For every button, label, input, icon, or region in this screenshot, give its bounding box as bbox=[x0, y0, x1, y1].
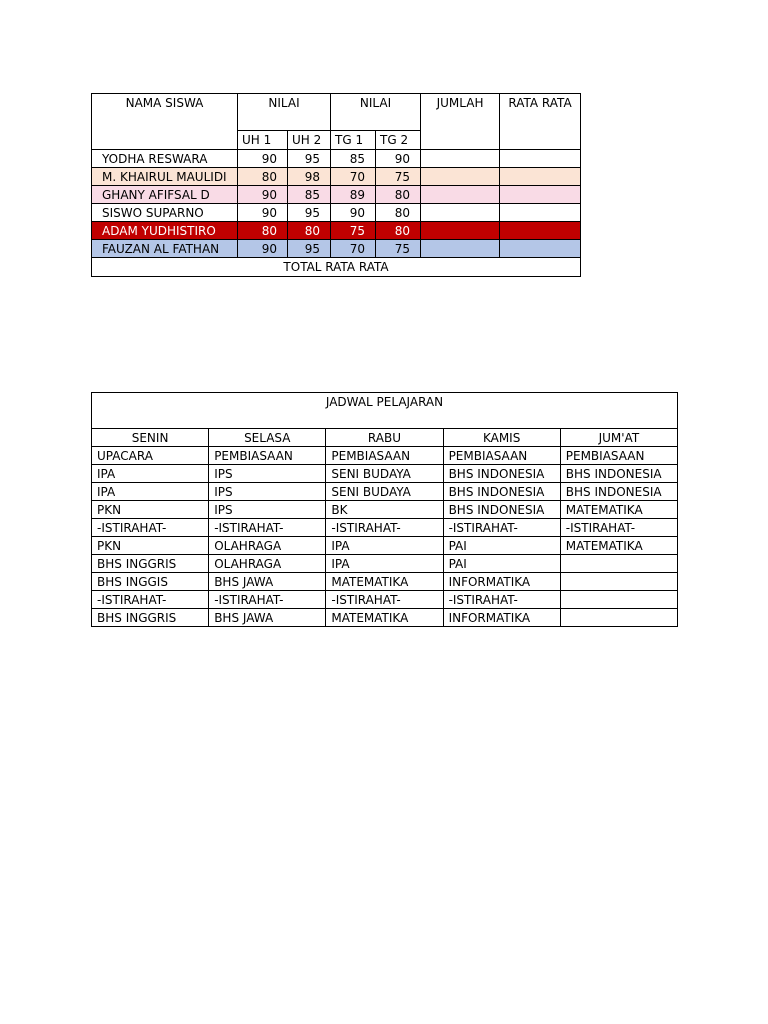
score-uh2: 95 bbox=[288, 150, 331, 168]
student-row bbox=[92, 240, 581, 258]
jumlah-cell bbox=[421, 186, 500, 204]
subject-senin: PKN bbox=[92, 501, 209, 519]
jumlah-cell bbox=[421, 150, 500, 168]
header-nilai-tg: NILAI bbox=[331, 94, 421, 131]
subject-kamis: -ISTIRAHAT- bbox=[443, 591, 560, 609]
day-selasa: SELASA bbox=[209, 429, 326, 447]
student-row bbox=[92, 168, 581, 186]
student-name: M. KHAIRUL MAULIDI bbox=[92, 168, 238, 186]
subject-jumat bbox=[560, 555, 677, 573]
subject-rabu: -ISTIRAHAT- bbox=[326, 519, 443, 537]
header-rata-rata: RATA RATA bbox=[500, 94, 581, 150]
grades-header-row bbox=[92, 94, 581, 131]
score-uh1: 90 bbox=[238, 186, 288, 204]
subject-kamis: PAI bbox=[443, 555, 560, 573]
subject-rabu: PEMBIASAAN bbox=[326, 447, 443, 465]
day-senin: SENIN bbox=[92, 429, 209, 447]
jumlah-cell bbox=[421, 222, 500, 240]
subject-kamis: -ISTIRAHAT- bbox=[443, 519, 560, 537]
subject-kamis: BHS INDONESIA bbox=[443, 465, 560, 483]
score-uh2: 95 bbox=[288, 240, 331, 258]
schedule-title-row bbox=[92, 393, 678, 429]
rata-rata-cell bbox=[500, 186, 581, 204]
schedule-row bbox=[92, 465, 678, 483]
header-uh1: UH 1 bbox=[238, 131, 288, 150]
grades-table bbox=[91, 93, 581, 277]
subject-senin: PKN bbox=[92, 537, 209, 555]
score-uh1: 90 bbox=[238, 150, 288, 168]
score-tg1: 85 bbox=[331, 150, 376, 168]
subject-jumat: MATEMATIKA bbox=[560, 501, 677, 519]
subject-kamis: BHS INDONESIA bbox=[443, 483, 560, 501]
score-uh2: 85 bbox=[288, 186, 331, 204]
subject-rabu: SENI BUDAYA bbox=[326, 483, 443, 501]
student-row bbox=[92, 150, 581, 168]
schedule-row bbox=[92, 519, 678, 537]
subject-kamis: BHS INDONESIA bbox=[443, 501, 560, 519]
subject-rabu: -ISTIRAHAT- bbox=[326, 591, 443, 609]
schedule-row bbox=[92, 555, 678, 573]
schedule-body bbox=[92, 447, 678, 627]
total-rata-rata-label: TOTAL RATA RATA bbox=[92, 258, 581, 277]
subject-rabu: SENI BUDAYA bbox=[326, 465, 443, 483]
schedule-row bbox=[92, 537, 678, 555]
score-tg2: 80 bbox=[376, 222, 421, 240]
score-tg2: 80 bbox=[376, 186, 421, 204]
schedule-row bbox=[92, 447, 678, 465]
schedule-row bbox=[92, 591, 678, 609]
score-uh2: 80 bbox=[288, 222, 331, 240]
rata-rata-cell bbox=[500, 168, 581, 186]
subject-rabu: IPA bbox=[326, 555, 443, 573]
header-uh2: UH 2 bbox=[288, 131, 331, 150]
score-tg2: 75 bbox=[376, 240, 421, 258]
day-rabu: RABU bbox=[326, 429, 443, 447]
subject-senin: -ISTIRAHAT- bbox=[92, 591, 209, 609]
score-uh1: 90 bbox=[238, 204, 288, 222]
subject-jumat bbox=[560, 573, 677, 591]
subject-rabu: MATEMATIKA bbox=[326, 609, 443, 627]
subject-senin: BHS INGGRIS bbox=[92, 555, 209, 573]
score-tg1: 90 bbox=[331, 204, 376, 222]
score-tg2: 75 bbox=[376, 168, 421, 186]
subject-jumat: -ISTIRAHAT- bbox=[560, 519, 677, 537]
subject-jumat: MATEMATIKA bbox=[560, 537, 677, 555]
grades-body bbox=[92, 150, 581, 258]
schedule-table bbox=[91, 392, 678, 627]
subject-senin: BHS INGGRIS bbox=[92, 609, 209, 627]
header-tg1: TG 1 bbox=[331, 131, 376, 150]
score-tg2: 90 bbox=[376, 150, 421, 168]
score-uh1: 80 bbox=[238, 222, 288, 240]
jumlah-cell bbox=[421, 204, 500, 222]
subject-senin: IPA bbox=[92, 465, 209, 483]
subject-jumat: PEMBIASAAN bbox=[560, 447, 677, 465]
score-uh2: 98 bbox=[288, 168, 331, 186]
rata-rata-cell bbox=[500, 204, 581, 222]
subject-senin: UPACARA bbox=[92, 447, 209, 465]
subject-selasa: IPS bbox=[209, 465, 326, 483]
subject-jumat bbox=[560, 591, 677, 609]
subject-selasa: OLAHRAGA bbox=[209, 537, 326, 555]
rata-rata-cell bbox=[500, 240, 581, 258]
header-nilai-uh: NILAI bbox=[238, 94, 331, 131]
subject-senin: BHS INGGIS bbox=[92, 573, 209, 591]
header-nama-siswa: NAMA SISWA bbox=[92, 94, 238, 150]
score-uh1: 80 bbox=[238, 168, 288, 186]
schedule-title: JADWAL PELAJARAN bbox=[92, 393, 678, 429]
subject-rabu: IPA bbox=[326, 537, 443, 555]
schedule-row bbox=[92, 573, 678, 591]
schedule-row bbox=[92, 501, 678, 519]
subject-selasa: PEMBIASAAN bbox=[209, 447, 326, 465]
rata-rata-cell bbox=[500, 150, 581, 168]
student-row bbox=[92, 222, 581, 240]
subject-selasa: BHS JAWA bbox=[209, 573, 326, 591]
subject-rabu: BK bbox=[326, 501, 443, 519]
subject-selasa: IPS bbox=[209, 483, 326, 501]
subject-selasa: BHS JAWA bbox=[209, 609, 326, 627]
score-uh2: 95 bbox=[288, 204, 331, 222]
student-name: YODHA RESWARA bbox=[92, 150, 238, 168]
header-tg2: TG 2 bbox=[376, 131, 421, 150]
day-kamis: KAMIS bbox=[443, 429, 560, 447]
subject-kamis: PAI bbox=[443, 537, 560, 555]
student-name: SISWO SUPARNO bbox=[92, 204, 238, 222]
subject-jumat: BHS INDONESIA bbox=[560, 483, 677, 501]
student-name: FAUZAN AL FATHAN bbox=[92, 240, 238, 258]
subject-selasa: -ISTIRAHAT- bbox=[209, 519, 326, 537]
student-row bbox=[92, 204, 581, 222]
rata-rata-cell bbox=[500, 222, 581, 240]
subject-selasa: OLAHRAGA bbox=[209, 555, 326, 573]
schedule-days-row bbox=[92, 429, 678, 447]
subject-kamis: INFORMATIKA bbox=[443, 609, 560, 627]
student-row bbox=[92, 186, 581, 204]
score-tg2: 80 bbox=[376, 204, 421, 222]
header-jumlah: JUMLAH bbox=[421, 94, 500, 150]
day-jumat: JUM'AT bbox=[560, 429, 677, 447]
score-tg1: 89 bbox=[331, 186, 376, 204]
score-tg1: 70 bbox=[331, 240, 376, 258]
jumlah-cell bbox=[421, 168, 500, 186]
subject-kamis: INFORMATIKA bbox=[443, 573, 560, 591]
subject-jumat bbox=[560, 609, 677, 627]
student-name: GHANY AFIFSAL D bbox=[92, 186, 238, 204]
subject-rabu: MATEMATIKA bbox=[326, 573, 443, 591]
score-uh1: 90 bbox=[238, 240, 288, 258]
total-row bbox=[92, 258, 581, 277]
jumlah-cell bbox=[421, 240, 500, 258]
schedule-row bbox=[92, 483, 678, 501]
subject-senin: IPA bbox=[92, 483, 209, 501]
subject-selasa: -ISTIRAHAT- bbox=[209, 591, 326, 609]
subject-jumat: BHS INDONESIA bbox=[560, 465, 677, 483]
subject-selasa: IPS bbox=[209, 501, 326, 519]
score-tg1: 75 bbox=[331, 222, 376, 240]
schedule-row bbox=[92, 609, 678, 627]
score-tg1: 70 bbox=[331, 168, 376, 186]
student-name: ADAM YUDHISTIRO bbox=[92, 222, 238, 240]
subject-senin: -ISTIRAHAT- bbox=[92, 519, 209, 537]
subject-kamis: PEMBIASAAN bbox=[443, 447, 560, 465]
